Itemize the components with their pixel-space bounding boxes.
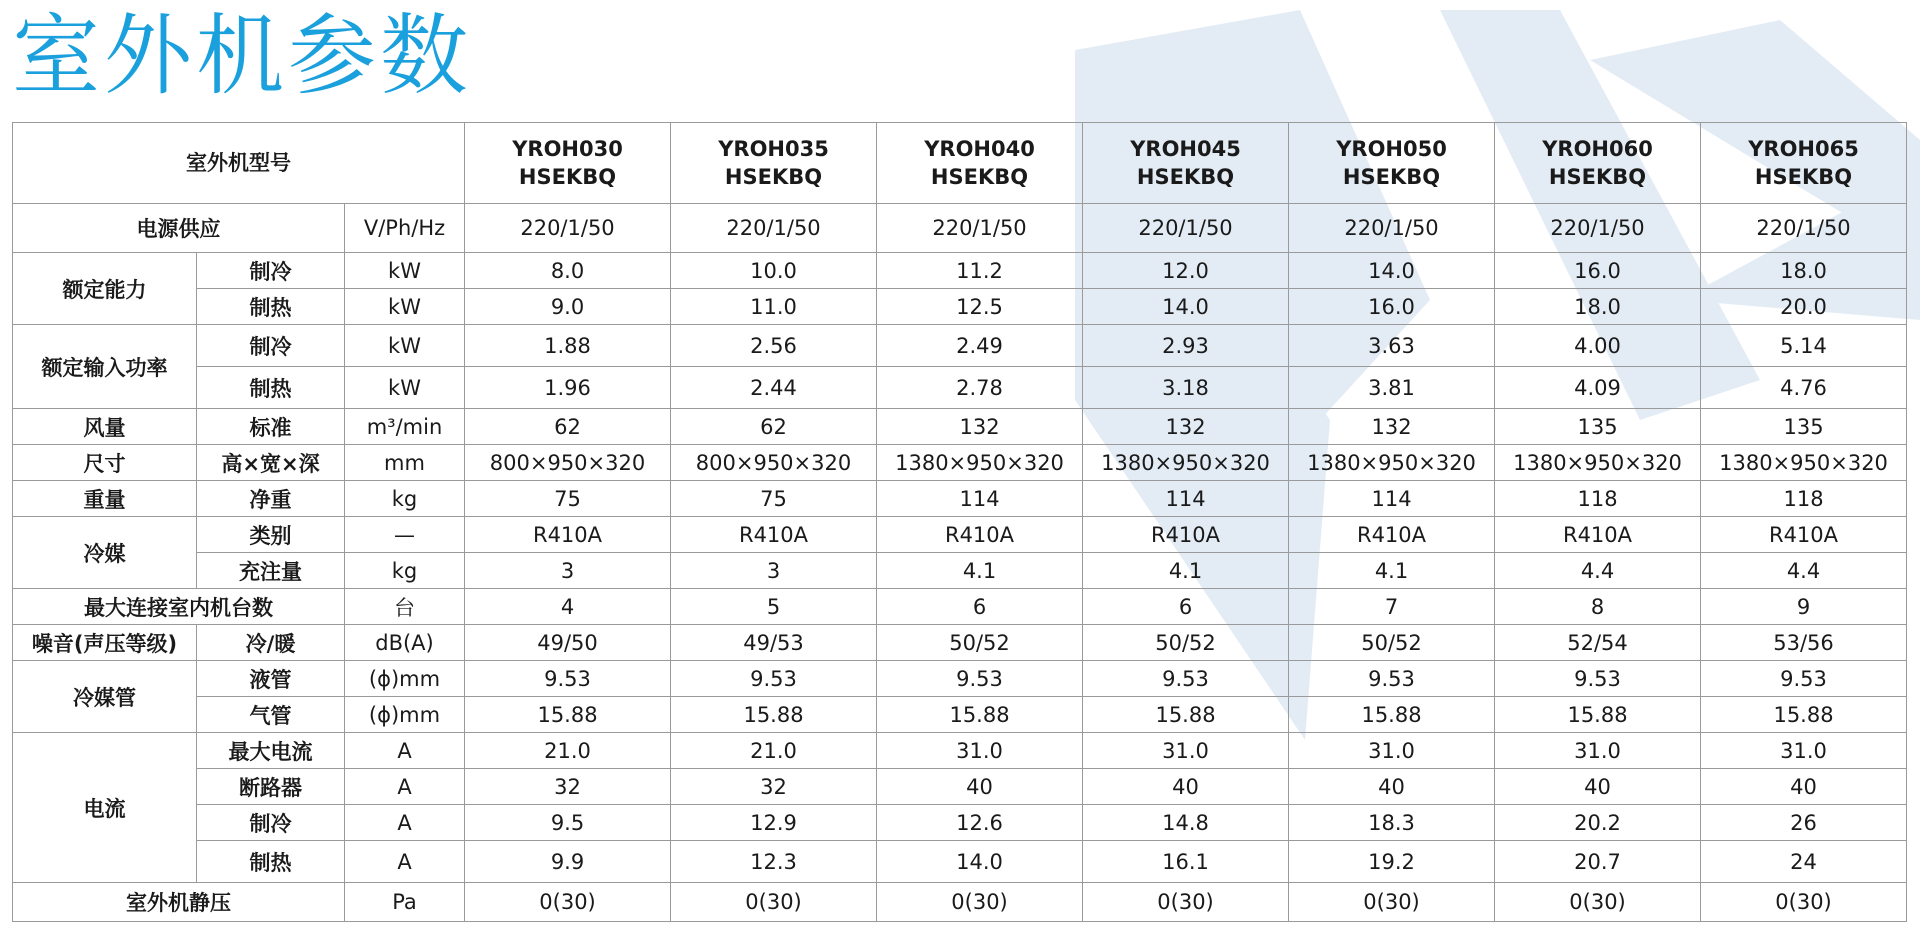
value-cell: 21.0	[465, 733, 671, 769]
value-cell: 16.0	[1289, 289, 1495, 325]
table-row	[13, 445, 1907, 481]
table-row	[13, 769, 1907, 805]
value-cell: 15.88	[1289, 697, 1495, 733]
value-cell: 75	[671, 481, 877, 517]
value-cell: R410A	[1289, 517, 1495, 553]
value-cell: 0(30)	[1495, 883, 1701, 922]
row-label: 风量	[13, 409, 197, 445]
value-cell: 1380×950×320	[877, 445, 1083, 481]
value-cell: 2.44	[671, 367, 877, 409]
sub-label: 制热	[197, 289, 345, 325]
row-label: 噪音(声压等级)	[13, 625, 197, 661]
model-suffix: HSEKBQ	[1342, 165, 1441, 189]
value-cell: 15.88	[465, 697, 671, 733]
value-cell: 20.7	[1495, 841, 1701, 883]
value-cell: 9.5	[465, 805, 671, 841]
unit-cell: m³/min	[345, 409, 465, 445]
value-cell: 2.78	[877, 367, 1083, 409]
model-code: YROH065	[1748, 137, 1859, 161]
model-suffix: HSEKBQ	[724, 165, 823, 189]
model-label: 室外机型号	[13, 123, 465, 204]
value-cell: 19.2	[1289, 841, 1495, 883]
value-cell: R410A	[1083, 517, 1289, 553]
value-cell: 3	[465, 553, 671, 589]
model-header	[877, 123, 1083, 204]
value-cell: 9.9	[465, 841, 671, 883]
value-cell: 40	[1289, 769, 1495, 805]
value-cell: 6	[1083, 589, 1289, 625]
table-row	[13, 409, 1907, 445]
value-cell: 132	[1083, 409, 1289, 445]
value-cell: 15.88	[671, 697, 877, 733]
table-row	[13, 325, 1907, 367]
sub-label: 断路器	[197, 769, 345, 805]
value-cell: 9.0	[465, 289, 671, 325]
value-cell: 18.0	[1701, 253, 1907, 289]
table-row	[13, 661, 1907, 697]
sub-label: 高×宽×深	[197, 445, 345, 481]
sub-label: 冷/暖	[197, 625, 345, 661]
sub-label: 充注量	[197, 553, 345, 589]
unit-cell: mm	[345, 445, 465, 481]
value-cell: 9.53	[465, 661, 671, 697]
value-cell: 26	[1701, 805, 1907, 841]
model-header	[1083, 123, 1289, 204]
value-cell: 11.0	[671, 289, 877, 325]
header-row	[13, 123, 1907, 204]
unit-cell: kW	[345, 325, 465, 367]
model-suffix: HSEKBQ	[1548, 165, 1647, 189]
value-cell: 135	[1495, 409, 1701, 445]
value-cell: 132	[877, 409, 1083, 445]
value-cell: 4.1	[1289, 553, 1495, 589]
value-cell: 1380×950×320	[1701, 445, 1907, 481]
value-cell: 32	[465, 769, 671, 805]
value-cell: 114	[1289, 481, 1495, 517]
table-row	[13, 367, 1907, 409]
value-cell: 3.18	[1083, 367, 1289, 409]
sub-label: 制冷	[197, 253, 345, 289]
model-header	[1701, 123, 1907, 204]
unit-cell: kW	[345, 367, 465, 409]
value-cell: 4.76	[1701, 367, 1907, 409]
value-cell: R410A	[877, 517, 1083, 553]
value-cell: 15.88	[1083, 697, 1289, 733]
value-cell: 800×950×320	[465, 445, 671, 481]
value-cell: 18.0	[1495, 289, 1701, 325]
sub-label: 净重	[197, 481, 345, 517]
value-cell: 4.00	[1495, 325, 1701, 367]
value-cell: 0(30)	[1083, 883, 1289, 922]
value-cell: 114	[877, 481, 1083, 517]
unit-cell: V/Ph/Hz	[345, 204, 465, 253]
value-cell: 1380×950×320	[1289, 445, 1495, 481]
value-cell: 3.81	[1289, 367, 1495, 409]
unit-cell: (ϕ)mm	[345, 661, 465, 697]
unit-cell: Pa	[345, 883, 465, 922]
value-cell: 40	[877, 769, 1083, 805]
value-cell: 220/1/50	[671, 204, 877, 253]
model-code: YROH060	[1542, 137, 1653, 161]
value-cell: 14.0	[1289, 253, 1495, 289]
unit-cell: A	[345, 769, 465, 805]
value-cell: 31.0	[1289, 733, 1495, 769]
value-cell: R410A	[1495, 517, 1701, 553]
value-cell: 1.88	[465, 325, 671, 367]
row-label: 冷媒	[13, 517, 197, 589]
row-label: 额定能力	[13, 253, 197, 325]
model-suffix: HSEKBQ	[1136, 165, 1235, 189]
value-cell: 4	[465, 589, 671, 625]
unit-cell: A	[345, 805, 465, 841]
row-label: 电源供应	[13, 204, 345, 253]
value-cell: 32	[671, 769, 877, 805]
value-cell: 220/1/50	[1289, 204, 1495, 253]
value-cell: 14.0	[877, 841, 1083, 883]
value-cell: 75	[465, 481, 671, 517]
value-cell: 220/1/50	[1701, 204, 1907, 253]
spec-table	[12, 122, 1907, 922]
value-cell: 9.53	[1083, 661, 1289, 697]
value-cell: 16.1	[1083, 841, 1289, 883]
value-cell: 6	[877, 589, 1083, 625]
value-cell: 9.53	[1289, 661, 1495, 697]
model-code: YROH045	[1130, 137, 1241, 161]
value-cell: 9.53	[1495, 661, 1701, 697]
table-row	[13, 883, 1907, 922]
value-cell: 7	[1289, 589, 1495, 625]
unit-cell: —	[345, 517, 465, 553]
value-cell: 31.0	[1495, 733, 1701, 769]
table-row	[13, 589, 1907, 625]
table-row	[13, 553, 1907, 589]
value-cell: 49/50	[465, 625, 671, 661]
row-label: 冷媒管	[13, 661, 197, 733]
unit-cell: kW	[345, 253, 465, 289]
row-label: 电流	[13, 733, 197, 883]
sub-label: 气管	[197, 697, 345, 733]
value-cell: 40	[1083, 769, 1289, 805]
row-label: 最大连接室内机台数	[13, 589, 345, 625]
value-cell: 3.63	[1289, 325, 1495, 367]
row-label: 室外机静压	[13, 883, 345, 922]
page-title: 室外机参数	[12, 4, 473, 107]
unit-cell: kW	[345, 289, 465, 325]
model-code: YROH030	[512, 137, 623, 161]
value-cell: 4.1	[1083, 553, 1289, 589]
value-cell: 12.3	[671, 841, 877, 883]
value-cell: 118	[1701, 481, 1907, 517]
value-cell: 132	[1289, 409, 1495, 445]
model-code: YROH035	[718, 137, 829, 161]
sub-label: 液管	[197, 661, 345, 697]
model-code: YROH040	[924, 137, 1035, 161]
value-cell: 16.0	[1495, 253, 1701, 289]
sub-label: 最大电流	[197, 733, 345, 769]
value-cell: 5	[671, 589, 877, 625]
table-row	[13, 841, 1907, 883]
value-cell: 220/1/50	[877, 204, 1083, 253]
value-cell: 12.0	[1083, 253, 1289, 289]
value-cell: 3	[671, 553, 877, 589]
sub-label: 制冷	[197, 325, 345, 367]
value-cell: 2.49	[877, 325, 1083, 367]
value-cell: 21.0	[671, 733, 877, 769]
table-row	[13, 625, 1907, 661]
value-cell: 800×950×320	[671, 445, 877, 481]
value-cell: 24	[1701, 841, 1907, 883]
sub-label: 制冷	[197, 805, 345, 841]
unit-cell: kg	[345, 553, 465, 589]
value-cell: 20.2	[1495, 805, 1701, 841]
value-cell: 15.88	[877, 697, 1083, 733]
model-header	[1289, 123, 1495, 204]
table-row	[13, 481, 1907, 517]
value-cell: 49/53	[671, 625, 877, 661]
sub-label: 制热	[197, 367, 345, 409]
value-cell: 220/1/50	[1495, 204, 1701, 253]
value-cell: 40	[1701, 769, 1907, 805]
model-code: YROH050	[1336, 137, 1447, 161]
value-cell: 2.56	[671, 325, 877, 367]
value-cell: 1.96	[465, 367, 671, 409]
value-cell: 14.0	[1083, 289, 1289, 325]
sub-label: 类别	[197, 517, 345, 553]
row-label: 尺寸	[13, 445, 197, 481]
value-cell: 12.5	[877, 289, 1083, 325]
value-cell: 220/1/50	[465, 204, 671, 253]
value-cell: R410A	[1701, 517, 1907, 553]
value-cell: 9.53	[877, 661, 1083, 697]
value-cell: 0(30)	[877, 883, 1083, 922]
value-cell: 135	[1701, 409, 1907, 445]
table-row	[13, 289, 1907, 325]
value-cell: 114	[1083, 481, 1289, 517]
model-suffix: HSEKBQ	[518, 165, 617, 189]
table-row	[13, 517, 1907, 553]
model-suffix: HSEKBQ	[930, 165, 1029, 189]
value-cell: 9.53	[671, 661, 877, 697]
value-cell: 0(30)	[1289, 883, 1495, 922]
value-cell: 10.0	[671, 253, 877, 289]
value-cell: 4.09	[1495, 367, 1701, 409]
value-cell: 11.2	[877, 253, 1083, 289]
unit-cell: (ϕ)mm	[345, 697, 465, 733]
row-label: 重量	[13, 481, 197, 517]
value-cell: 5.14	[1701, 325, 1907, 367]
model-header	[1495, 123, 1701, 204]
value-cell: 62	[671, 409, 877, 445]
sub-label: 制热	[197, 841, 345, 883]
value-cell: 31.0	[1083, 733, 1289, 769]
value-cell: 50/52	[1083, 625, 1289, 661]
table-row	[13, 805, 1907, 841]
value-cell: 12.6	[877, 805, 1083, 841]
value-cell: 62	[465, 409, 671, 445]
value-cell: 4.4	[1701, 553, 1907, 589]
value-cell: 50/52	[1289, 625, 1495, 661]
row-label: 额定输入功率	[13, 325, 197, 409]
value-cell: 18.3	[1289, 805, 1495, 841]
value-cell: 0(30)	[465, 883, 671, 922]
value-cell: 40	[1495, 769, 1701, 805]
value-cell: 1380×950×320	[1083, 445, 1289, 481]
value-cell: 8	[1495, 589, 1701, 625]
unit-cell: A	[345, 841, 465, 883]
table-row	[13, 733, 1907, 769]
value-cell: 52/54	[1495, 625, 1701, 661]
model-suffix: HSEKBQ	[1754, 165, 1853, 189]
unit-cell: dB(A)	[345, 625, 465, 661]
value-cell: 15.88	[1701, 697, 1907, 733]
value-cell: 9	[1701, 589, 1907, 625]
value-cell: 12.9	[671, 805, 877, 841]
model-header	[465, 123, 671, 204]
value-cell: 118	[1495, 481, 1701, 517]
value-cell: 53/56	[1701, 625, 1907, 661]
sub-label: 标准	[197, 409, 345, 445]
unit-cell: 台	[345, 589, 465, 625]
value-cell: 31.0	[1701, 733, 1907, 769]
value-cell: 20.0	[1701, 289, 1907, 325]
value-cell: 14.8	[1083, 805, 1289, 841]
value-cell: 0(30)	[671, 883, 877, 922]
table-row	[13, 697, 1907, 733]
value-cell: 4.1	[877, 553, 1083, 589]
value-cell: 4.4	[1495, 553, 1701, 589]
value-cell: 8.0	[465, 253, 671, 289]
unit-cell: A	[345, 733, 465, 769]
value-cell: 2.93	[1083, 325, 1289, 367]
value-cell: 1380×950×320	[1495, 445, 1701, 481]
value-cell: 50/52	[877, 625, 1083, 661]
model-header	[671, 123, 877, 204]
value-cell: 9.53	[1701, 661, 1907, 697]
value-cell: R410A	[671, 517, 877, 553]
value-cell: 220/1/50	[1083, 204, 1289, 253]
value-cell: 0(30)	[1701, 883, 1907, 922]
value-cell: 31.0	[877, 733, 1083, 769]
unit-cell: kg	[345, 481, 465, 517]
table-row	[13, 204, 1907, 253]
value-cell: R410A	[465, 517, 671, 553]
table-row	[13, 253, 1907, 289]
value-cell: 15.88	[1495, 697, 1701, 733]
